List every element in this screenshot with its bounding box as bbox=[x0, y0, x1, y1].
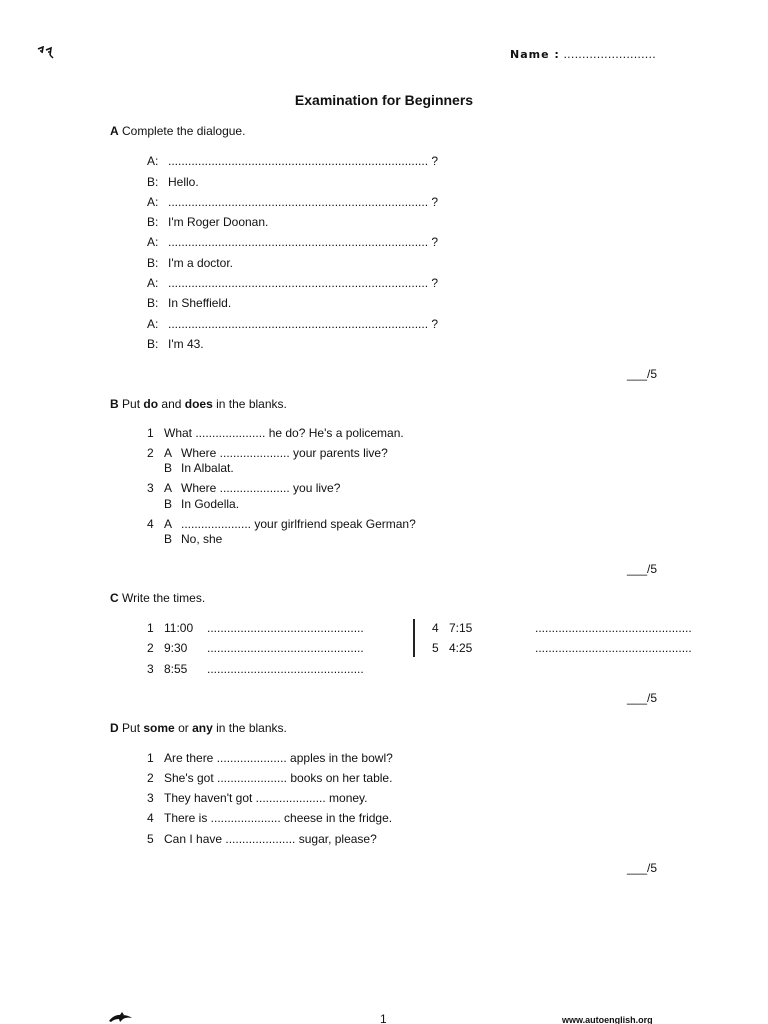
keyword-any: any bbox=[192, 721, 213, 735]
speaker-tag: B bbox=[164, 497, 173, 511]
answer-dots: ............................................... bbox=[535, 621, 692, 635]
list-item bbox=[147, 811, 392, 825]
dialogue-text: .............................................................................. ? bbox=[168, 154, 439, 168]
list-item bbox=[147, 832, 377, 846]
section-a-score: ___/5 bbox=[627, 367, 658, 381]
item-number: 2 bbox=[147, 771, 154, 785]
item-text: Can I have ..................... sugar, please? bbox=[164, 832, 377, 846]
answer-dots: ............................................... bbox=[207, 641, 364, 655]
dialogue-line bbox=[147, 317, 438, 331]
section-c-instruction: Write the times. bbox=[122, 591, 206, 605]
section-c-letter: C bbox=[110, 591, 119, 605]
heading-tail: in the blanks. bbox=[216, 397, 287, 411]
site-link[interactable]: www.autoenglish.org bbox=[562, 1015, 653, 1024]
list-item-answer bbox=[164, 497, 239, 511]
dialogue-text: .............................................................................. ? bbox=[168, 276, 439, 290]
item-text: Are there ..................... apples in the bowl? bbox=[164, 751, 393, 765]
section-a-letter: A bbox=[110, 124, 119, 138]
name-field[interactable] bbox=[510, 48, 656, 62]
answer-dots: ............................................... bbox=[207, 621, 364, 635]
item-number: 2 bbox=[147, 641, 154, 655]
item-number: 2 bbox=[147, 446, 154, 460]
speaker-tag: A bbox=[164, 517, 173, 531]
dialogue-text: I'm Roger Doonan. bbox=[168, 215, 269, 229]
keyword-does: does bbox=[184, 397, 213, 411]
time-row bbox=[147, 641, 364, 655]
item-text: What ..................... he do? He's a policeman. bbox=[164, 426, 404, 440]
dialogue-text: In Sheffield. bbox=[168, 296, 232, 310]
speaker-tag: A bbox=[164, 481, 173, 495]
time-value: 7:15 bbox=[449, 621, 473, 635]
dialogue-line bbox=[147, 175, 199, 189]
speaker-tag: B bbox=[164, 532, 173, 546]
speaker-tag: A bbox=[164, 446, 173, 460]
dialogue-line bbox=[147, 296, 231, 310]
item-number: 3 bbox=[147, 791, 154, 805]
answer-dots: ............................................... bbox=[207, 662, 364, 676]
speaker-label: B: bbox=[147, 215, 159, 229]
birds-logo-icon bbox=[37, 46, 55, 60]
dialogue-line bbox=[147, 154, 438, 168]
speaker-label: A: bbox=[147, 276, 159, 290]
speaker-label: A: bbox=[147, 235, 159, 249]
section-b-score: ___/5 bbox=[627, 562, 658, 576]
item-number: 4 bbox=[147, 811, 154, 825]
heading-put: Put bbox=[122, 397, 141, 411]
heading-and: and bbox=[161, 397, 182, 411]
item-text: Where ..................... you live? bbox=[181, 481, 341, 495]
time-value: 9:30 bbox=[164, 641, 188, 655]
speaker-label: B: bbox=[147, 337, 159, 351]
item-number: 1 bbox=[147, 751, 154, 765]
name-label: Name : bbox=[510, 48, 560, 61]
dialogue-text: I'm 43. bbox=[168, 337, 204, 351]
keyword-do: do bbox=[143, 397, 159, 411]
item-number: 5 bbox=[147, 832, 154, 846]
item-text: ..................... your girlfriend speak German? bbox=[181, 517, 416, 531]
item-text: In Godella. bbox=[181, 497, 240, 511]
item-text: She's got ..................... books on her table. bbox=[164, 771, 393, 785]
page-number: 1 bbox=[380, 1012, 387, 1024]
section-c-score: ___/5 bbox=[627, 691, 658, 705]
speaker-label: B: bbox=[147, 256, 159, 270]
item-number: 4 bbox=[432, 621, 439, 635]
section-d-heading bbox=[110, 721, 287, 735]
list-item bbox=[147, 426, 404, 440]
dialogue-text: Hello. bbox=[168, 175, 199, 189]
item-text: No, she bbox=[181, 532, 223, 546]
item-number: 3 bbox=[147, 662, 154, 676]
dialogue-text: .............................................................................. ? bbox=[168, 235, 439, 249]
column-divider bbox=[413, 619, 415, 657]
time-value: 8:55 bbox=[164, 662, 188, 676]
list-item bbox=[147, 481, 340, 495]
speaker-tag: B bbox=[164, 461, 173, 475]
time-row bbox=[432, 621, 692, 635]
heading-tail: in the blanks. bbox=[216, 721, 287, 735]
dialogue-line bbox=[147, 215, 268, 229]
item-text: Where ..................... your parents live? bbox=[181, 446, 388, 460]
section-a-instruction: Complete the dialogue. bbox=[122, 124, 246, 138]
list-item bbox=[147, 791, 368, 805]
list-item bbox=[147, 446, 388, 460]
dolphin-logo-icon bbox=[108, 1011, 134, 1023]
section-c-heading bbox=[110, 591, 205, 605]
item-text: There is ..................... cheese in the fridge. bbox=[164, 811, 393, 825]
dialogue-line bbox=[147, 235, 438, 249]
list-item bbox=[147, 771, 392, 785]
item-number: 5 bbox=[432, 641, 439, 655]
dialogue-line bbox=[147, 195, 438, 209]
item-text: They haven't got ..................... money. bbox=[164, 791, 368, 805]
heading-or: or bbox=[178, 721, 189, 735]
page-title: Examination for Beginners bbox=[294, 92, 474, 108]
section-a-heading bbox=[110, 124, 245, 138]
list-item bbox=[147, 751, 393, 765]
section-b-heading bbox=[110, 397, 287, 411]
time-row bbox=[432, 641, 692, 655]
list-item-answer bbox=[164, 461, 234, 475]
dialogue-line bbox=[147, 256, 233, 270]
list-item bbox=[147, 517, 416, 531]
keyword-some: some bbox=[143, 721, 175, 735]
dialogue-line bbox=[147, 337, 204, 351]
dialogue-line bbox=[147, 276, 438, 290]
section-b-letter: B bbox=[110, 397, 119, 411]
item-text: In Albalat. bbox=[181, 461, 234, 475]
speaker-label: B: bbox=[147, 175, 159, 189]
speaker-label: A: bbox=[147, 154, 159, 168]
item-number: 4 bbox=[147, 517, 154, 531]
dialogue-text: .............................................................................. ? bbox=[168, 317, 439, 331]
dialogue-text: I'm a doctor. bbox=[168, 256, 233, 270]
section-d-score: ___/5 bbox=[627, 861, 658, 875]
time-value: 11:00 bbox=[164, 621, 194, 635]
speaker-label: A: bbox=[147, 195, 159, 209]
list-item-answer bbox=[164, 532, 222, 546]
item-number: 1 bbox=[147, 621, 154, 635]
heading-put: Put bbox=[122, 721, 141, 735]
time-value: 4:25 bbox=[449, 641, 473, 655]
item-number: 1 bbox=[147, 426, 154, 440]
item-number: 3 bbox=[147, 481, 154, 495]
time-row bbox=[147, 621, 364, 635]
dialogue-text: .............................................................................. ? bbox=[168, 195, 439, 209]
speaker-label: B: bbox=[147, 296, 159, 310]
speaker-label: A: bbox=[147, 317, 159, 331]
time-row bbox=[147, 662, 364, 676]
name-dots: ......................... bbox=[563, 48, 656, 61]
section-d-letter: D bbox=[110, 721, 119, 735]
answer-dots: ............................................... bbox=[535, 641, 692, 655]
